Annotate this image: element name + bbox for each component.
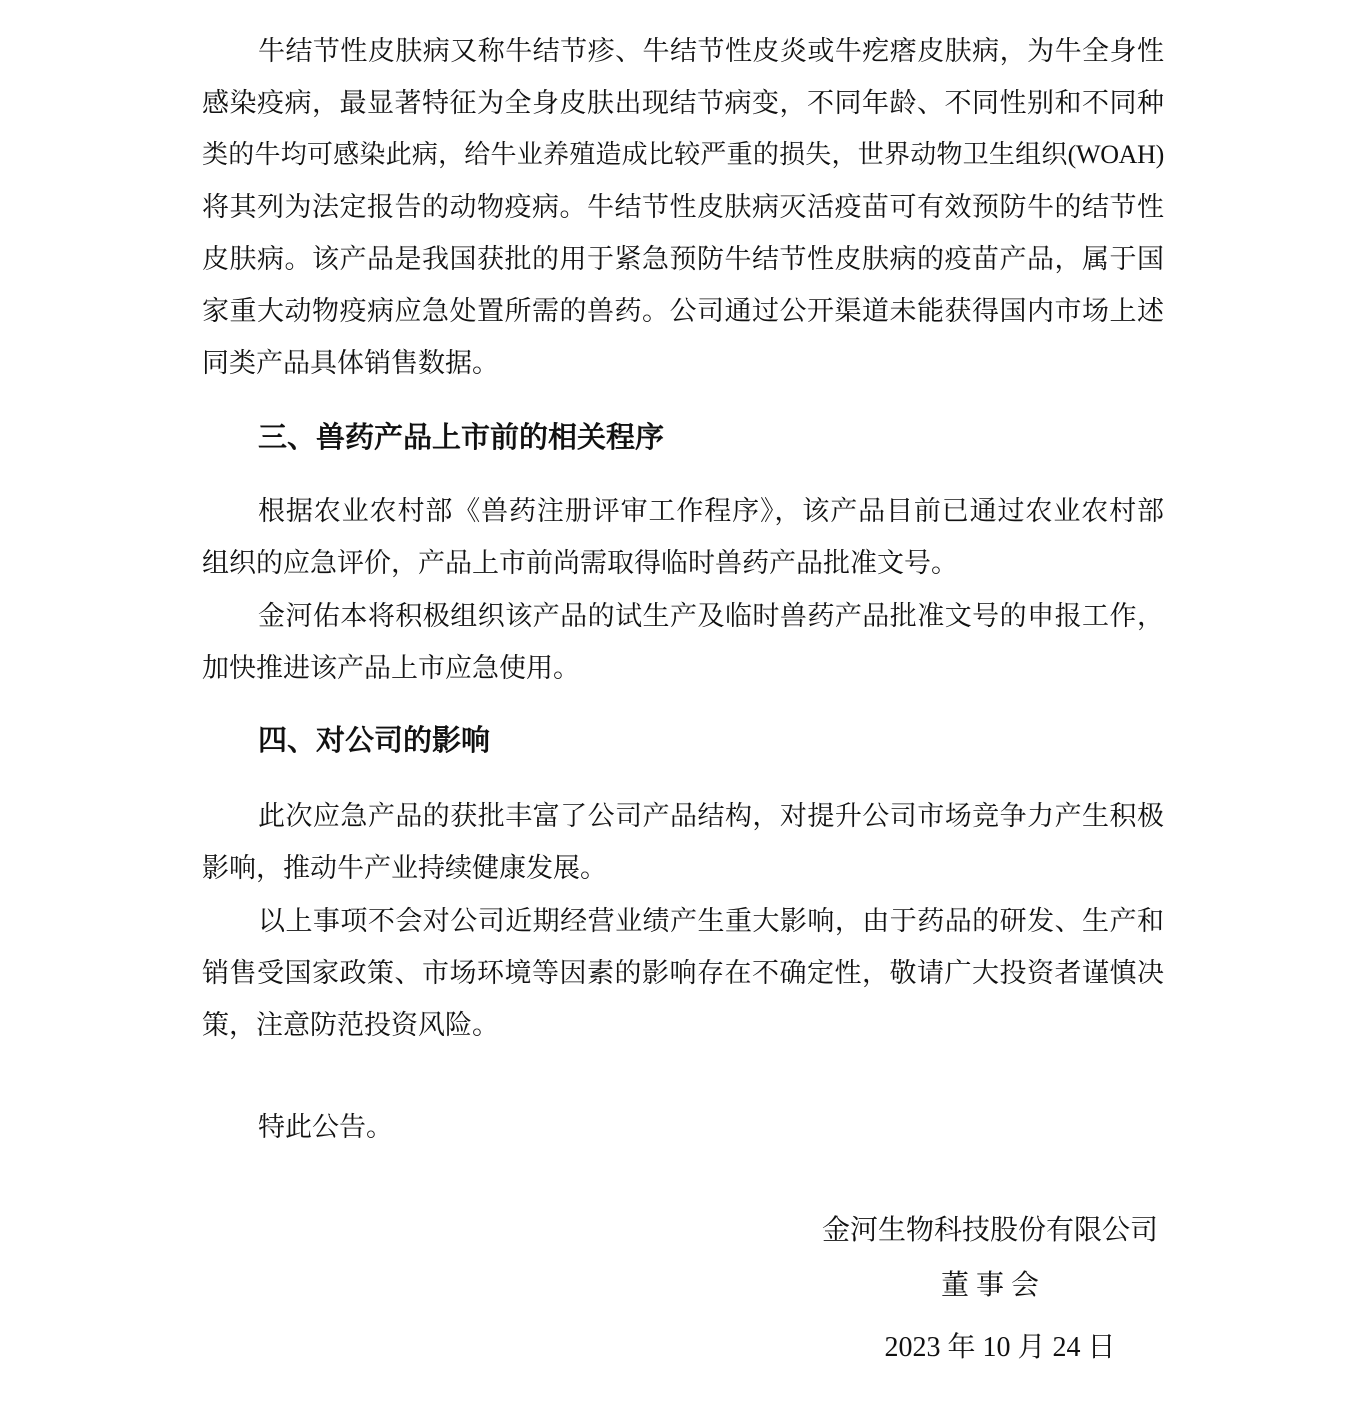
text-line: 将其列为法定报告的动物疫病。牛结节性皮肤病灭活疫苗可有效预防牛的结节性 (202, 192, 1164, 222)
text-line: 类的牛均可感染此病，给牛业养殖造成比较严重的损失，世界动物卫生组织(WOAH) (202, 140, 1164, 169)
text-line: 根据农业农村部《兽药注册评审工作程序》，该产品目前已通过农业农村部 (258, 496, 1164, 526)
text-line: 金河佑本将积极组织该产品的试生产及临时兽药产品批准文号的申报工作， (258, 601, 1164, 631)
text-line: 特此公告。 (258, 1112, 393, 1142)
text-line: 同类产品具体销售数据。 (202, 348, 499, 378)
text-line: 影响，推动牛产业持续健康发展。 (202, 853, 607, 883)
text-line: 加快推进该产品上市应急使用。 (202, 653, 580, 683)
text-line: 组织的应急评价，产品上市前尚需取得临时兽药产品批准文号。 (202, 548, 958, 578)
text-line: 感染疫病，最显著特征为全身皮肤出现结节病变，不同年龄、不同性别和不同种 (202, 88, 1164, 118)
text-line: 家重大动物疫病应急处置所需的兽药。公司通过公开渠道未能获得国内市场上述 (202, 296, 1164, 326)
signature-company: 金河生物科技股份有限公司 (821, 1215, 1158, 1246)
paragraph-company-impact (202, 790, 1164, 894)
signature-date: 2023 年 10 月 24 日 (884, 1332, 1116, 1363)
heading-section-4: 四、对公司的影响 (258, 725, 491, 757)
paragraph-registration-procedure (202, 485, 1164, 589)
text-line: 策，注意防范投资风险。 (202, 1010, 499, 1040)
signature-board: 董 事 会 (940, 1270, 1039, 1301)
text-line: 牛结节性皮肤病又称牛结节疹、牛结节性皮炎或牛疙瘩皮肤病，为牛全身性 (258, 36, 1164, 66)
paragraph-disease-overview (202, 25, 1164, 389)
closing-statement (202, 1101, 1164, 1153)
heading-section-3: 三、兽药产品上市前的相关程序 (258, 422, 665, 454)
paragraph-jinhe-youben-plan (202, 590, 1164, 694)
text-line: 销售受国家政策、市场环境等因素的影响存在不确定性，敬请广大投资者谨慎决 (202, 958, 1164, 988)
text-line: 此次应急产品的获批丰富了公司产品结构，对提升公司市场竞争力产生积极 (258, 801, 1164, 831)
text-line: 皮肤病。该产品是我国获批的用于紧急预防牛结节性皮肤病的疫苗产品，属于国 (202, 244, 1164, 274)
paragraph-risk-notice (202, 895, 1164, 1051)
text-line: 以上事项不会对公司近期经营业绩产生重大影响，由于药品的研发、生产和 (258, 906, 1164, 936)
